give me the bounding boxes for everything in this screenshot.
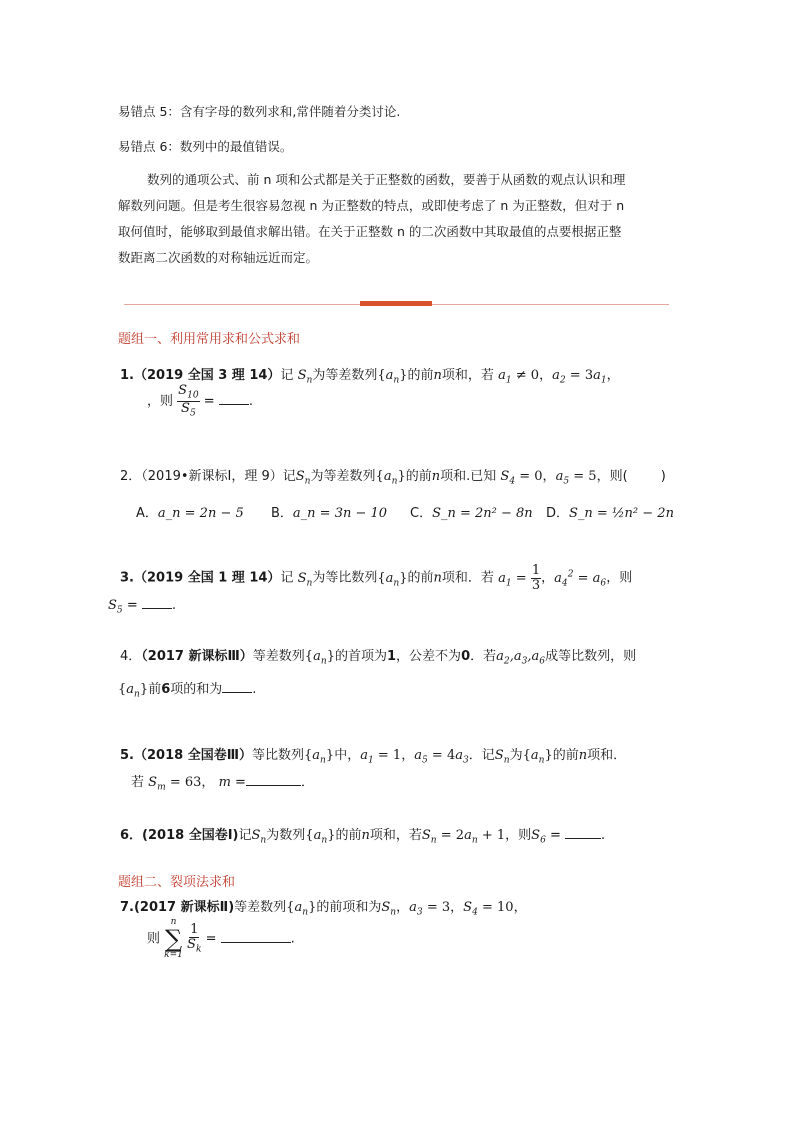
fraction: $\frac{S_{10}}{S_5}$ [178, 383, 199, 419]
question-5-ask: 若 $S_m = 63$， m = ． [131, 771, 314, 793]
group-1-heading: 题组一、利用常用求和公式求和 [118, 332, 301, 347]
condition-expr: $a_1 \ne 0$ [498, 368, 540, 386]
answer-blank[interactable] [142, 595, 172, 609]
option-d[interactable]: D．S_n = ½n² − 2n [546, 506, 674, 521]
option-a[interactable]: A．a_n = 2n − 5 [136, 506, 244, 521]
answer-blank[interactable] [221, 929, 291, 943]
answer-blank[interactable] [219, 391, 249, 405]
question-4-ask: $\{a_n\}$前6项的和为 . [118, 678, 256, 700]
answer-blank[interactable] [246, 772, 301, 786]
option-c[interactable]: C．S_n = 2n² − 8n [410, 506, 533, 521]
question-source: （2019 全国 3 理 14） [133, 368, 281, 383]
question-5: 5.（2018 全国卷Ⅲ）等比数列$\{a_n\}$中，$a_1 = 1$，$a_5 = 4a_3$．记$S_n$为$\{a_n\}$的前n项和． [120, 748, 627, 766]
fraction: $\frac{1}{3}$ [531, 563, 541, 593]
group-2-heading: 题组二、裂项法求和 [118, 875, 236, 890]
question-6: 6．(2018 全国卷Ⅰ)记$S_n$为数列$\{a_n\}$的前n项和，若$S_n = 2a_n + 1$，则$S_6$ = . [120, 824, 605, 846]
answer-blank[interactable] [222, 679, 252, 693]
option-b[interactable]: B．a_n = 3n − 10 [271, 506, 388, 521]
question-2: 2．（2019•新课标Ⅰ，理 9）记$S_n$为等差数列$\{a_n\}$的前n项和.已知 $S_4 = 0$，$a_5 = 5$，则( ) [120, 469, 666, 487]
answer-blank[interactable] [565, 825, 601, 839]
question-7-ask: 则 n ∑ k=1 $\frac{1}{S_k}$ = . [147, 917, 295, 960]
question-7: 7.(2017 新课标Ⅱ)等差数列$\{a_n\}$的前项和为$S_n$，$a_3 = 3$，$S_4 = 10$， [120, 900, 527, 918]
question-1: 1.（2019 全国 3 理 14）记 $S_n$为等差数列$\{a_n\}$的前n项和，若 $a_1 \ne 0$，$a_2 = 3a_1$， [120, 368, 620, 386]
intro-paragraph-line: 数列的通项公式、前 n 项和公式都是关于正整数的函数，要善于从函数的观点认识和理 [147, 172, 626, 187]
intro-paragraph-line: 解数列问题。但是考生很容易忽视 n 为正整数的特点，或即使考虑了 n 为正整数，但对于 n [118, 198, 625, 213]
question-number: 1. [120, 368, 134, 383]
section-divider-accent [360, 301, 432, 306]
question-3: 3.（2019 全国 1 理 14）记 $S_n$为等比数列$\{a_n\}$的前n项和．若 $a_1$ = $\frac{1}{3}$ ，$a_4^2 = a_6$，则 [120, 563, 633, 593]
question-4: 4．（2017 新课标Ⅲ）等差数列$\{a_n\}$的首项为1，公差不为0．若$a_2,a_3,a_6$成等比数列，则 [120, 649, 637, 667]
condition-expr: $a_5 = 5$ [555, 469, 597, 487]
tip-6: 易错点 6：数列中的最值错误。 [118, 139, 293, 154]
sum-symbol: $S_n$ [297, 368, 313, 386]
question-3-ask: $S_5$ = . [108, 595, 176, 616]
condition-expr: $S_4 = 0$ [500, 469, 543, 487]
question-1-ask: ，则 $\frac{S_{10}}{S_5}$ = . [147, 383, 253, 419]
condition-expr: $a_2 = 3a_1$ [552, 368, 607, 386]
tip-5: 易错点 5：含有字母的数列求和,常伴随着分类讨论. [118, 104, 401, 119]
intro-paragraph-line: 数距离二次函数的对称轴远近而定。 [118, 250, 319, 265]
summation: n ∑ k=1 [164, 917, 183, 960]
intro-paragraph-line: 取何值时，能够取到最值求解出错。在关于正整数 n 的二次函数中其取最值的点要根据正整 [118, 224, 622, 239]
fraction: $\frac{1}{S_k}$ [187, 922, 202, 955]
